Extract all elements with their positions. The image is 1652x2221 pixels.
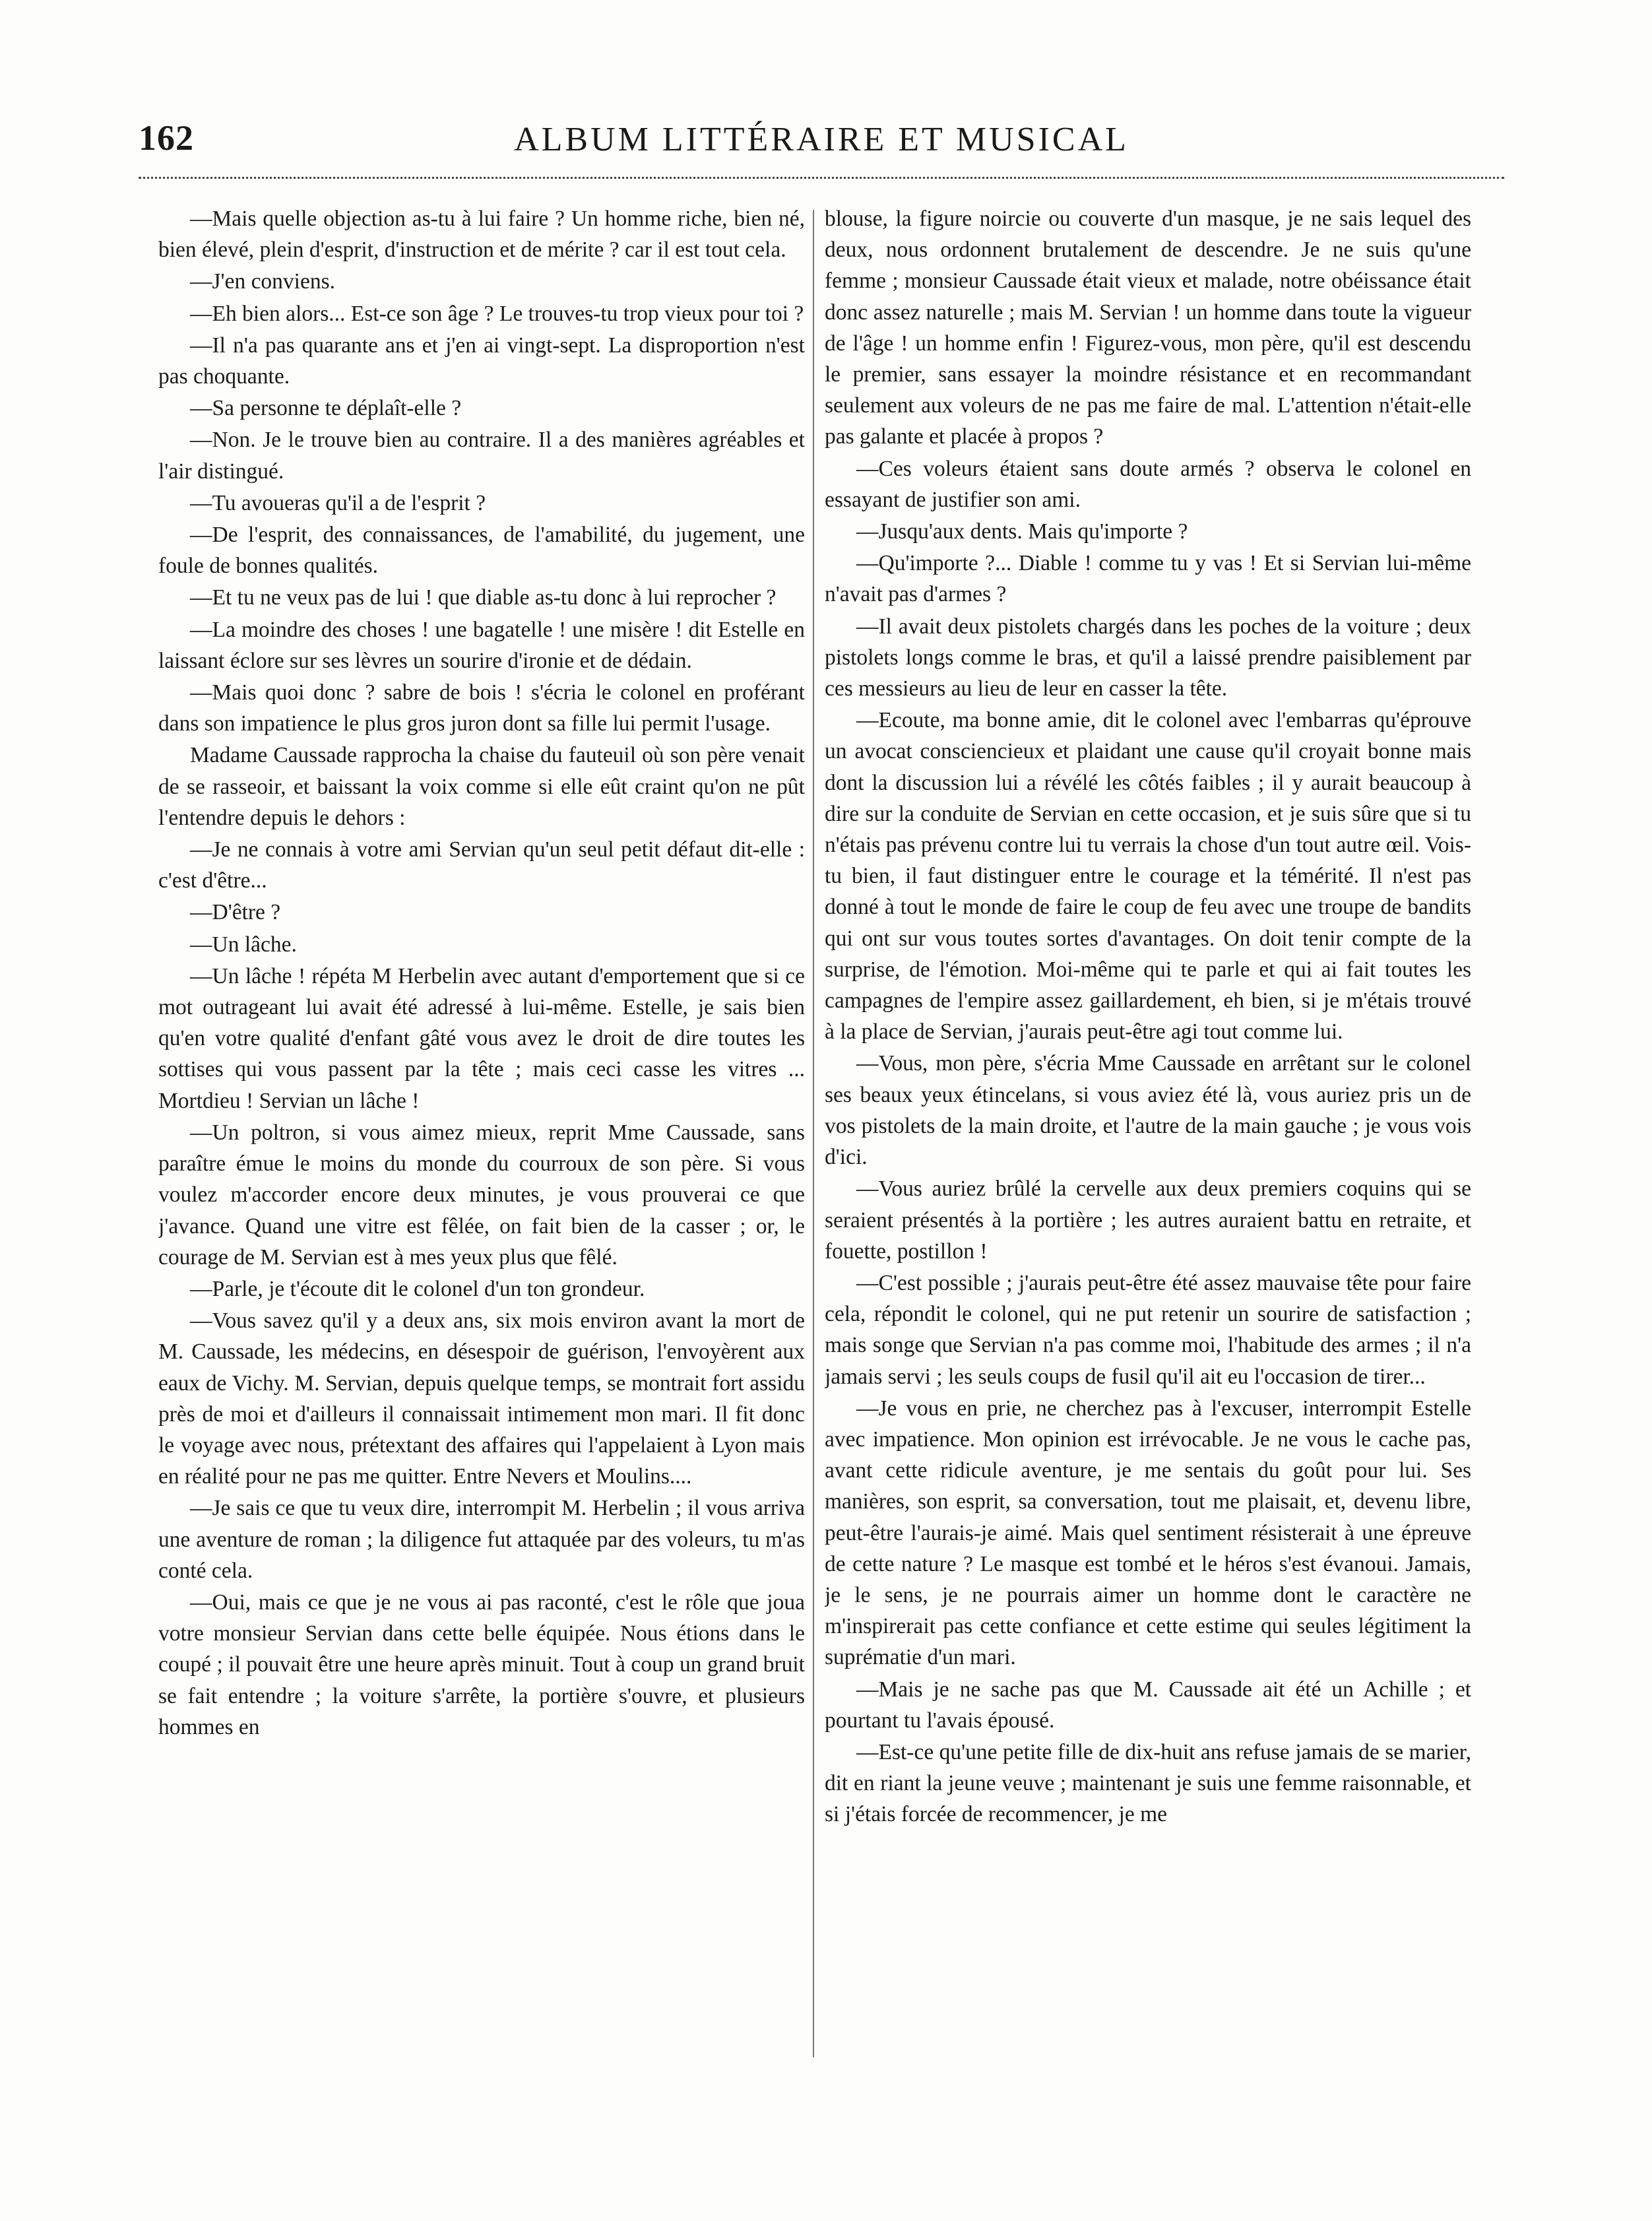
paragraph: —Ecoute, ma bonne amie, dit le colonel avec l'embarras qu'éprouve un avocat consciencieux et plaidant une cause qu'il croyait bonne mais dont la discussion lui a révélé les côtés faibles ; il y aurait beaucoup à dire sur la conduite de Servian en cette occasion, et je suis sûre que si tu n'étais pas prévenu contre lui tu verrais la chose d'un tout autre œil. Vois-tu bien, il faut distinguer entre le courage et la témérité. Il n'est pas donné à tout le monde de faire le coup de feu avec une troupe de bandits qui ont sur vous toutes sortes d'avantages. On doit tenir compte de la surprise, de l'émotion. Moi-même qui te parle et qui ai fait toutes les campagnes de l'empire assez gaillardement, eh bien, si je m'étais trouvé à la place de Servian, j'aurais peut-être agi tout comme lui. — [825, 708, 1471, 1045]
paragraph: —Et tu ne veux pas de lui ! que diable as-tu donc à lui reprocher ? — [190, 585, 777, 610]
running-title: ALBUM LITTÉRAIRE ET MUSICAL — [514, 121, 1129, 158]
paragraph-continued: blouse, la figure noircie ou couverte d'un masque, je ne sais lequel des deux, nous ordonnent brutalement de descendre. Je ne suis qu'une femme ; monsieur Caussade était vieux et malade, notre obéissance était donc assez naturelle ; mais M. Servian ! un homme dans toute la vigueur de l'âge ! un homme enfin ! Figurez-vous, mon père, qu'il est descendu le premier, sans essayer la moindre résistance et en recommandant seulement aux voleurs de ne pas me faire de mal. L'attention n'était-elle pas galante et placée à propos ? — [825, 207, 1471, 449]
paragraph: —Qu'importe ?... Diable ! comme tu y vas ! Et si Servian lui-même n'avait pas d'armes ? — [825, 551, 1471, 607]
paragraph: —Vous auriez brûlé la cervelle aux deux premiers coquins qui se seraient présentés à la portière ; les autres auraient battu en retraite, et fouette, postillon ! — [825, 1176, 1471, 1264]
paragraph: —Je vous en prie, ne cherchez pas à l'excuser, interrompit Estelle avec impatience. Mon opinion est irrévocable. Je ne vous le cache pas, avant cette ridicule aventure, je me sentais du goût pour lui. Ses manières, son esprit, sa conversation, tout me plaisait, et, devenu libre, peut-être l'aurais-je aimé. Mais quel sentiment résisterait à une épreuve de cette nature ? Le masque est tombé et le héros s'est évanoui. Jamais, je le sens, je ne pourrais aimer un homme dont le caractère ne m'inspirerait pas cette confiance et cette estime qui seules légitiment la suprématie d'un mari. — [825, 1396, 1471, 1670]
paragraph: —Vous savez qu'il y a deux ans, six mois environ avant la mort de M. Caussade, les médecins, en désespoir de guérison, l'envoyèrent aux eaux de Vichy. M. Servian, depuis quelque temps, se montrait fort assidu près de moi et d'ailleurs il connaissait intimement mon mari. Il fit donc le voyage avec nous, prétextant des affaires qui l'appelaient à Lyon mais en réalité pour ne pas me quitter. Entre Nevers et Moulins.... — [158, 1308, 805, 1489]
paragraph: —Mais quelle objection as-tu à lui faire ? Un homme riche, bien né, bien élevé, plein d'esprit, d'instruction et de mérite ? car il est tout cela. — [158, 207, 805, 263]
paragraph: —De l'esprit, des connaissances, de l'amabilité, du jugement, une foule de bonnes qualités. — [158, 523, 805, 579]
right-column — [825, 203, 1471, 2057]
paragraph: —Oui, mais ce que je ne vous ai pas raconté, c'est le rôle que joua votre monsieur Servian dans cette belle équipée. Nous étions dans le coupé ; il pouvait être une heure après minuit. Tout à coup un grand bruit se fait entendre ; la voiture s'arrête, la portière s'ouvre, et plusieurs hommes en — [158, 1590, 805, 1739]
paragraph: —Il n'a pas quarante ans et j'en ai vingt-sept. La disproportion n'est pas choquante. — [158, 333, 805, 389]
paragraph: —Sa personne te déplaît-elle ? — [190, 396, 462, 421]
paragraph: —Je sais ce que tu veux dire, interrompit M. Herbelin ; il vous arriva une aventure de roman ; la diligence fut attaquée par des voleurs, tu m'as conté cela. — [158, 1496, 805, 1583]
paragraph: —Parle, je t'écoute dit le colonel d'un ton grondeur. — [190, 1276, 645, 1301]
paragraph: —Un lâche ! répéta M Herbelin avec autant d'emportement que si ce mot outrageant lui avait été adressé à lui-même. Estelle, je sais bien qu'en votre qualité d'enfant gâté vous avez le droit de dire toutes les sottises qui vous passent par la tête ; mais ceci casse les vitres ... Mortdieu ! Servian un lâche ! — [158, 963, 805, 1113]
paragraph: —Mais je ne sache pas que M. Caussade ait été un Achille ; et pourtant tu l'avais épousé. — [825, 1677, 1471, 1733]
paragraph: —D'être ? — [190, 900, 281, 925]
paragraph: —Mais quoi donc ? sabre de bois ! s'écria le colonel en proférant dans son impatience le plus gros juron dont sa fille lui permit l'usage. — [158, 680, 805, 736]
paragraph: —Il avait deux pistolets chargés dans les poches de la voiture ; deux pistolets longs comme le bras, et qu'il a laissé prendre paisiblement par ces messieurs au lieu de leur en casser la tête. — [825, 614, 1471, 701]
paragraph: —Non. Je le trouve bien au contraire. Il a des manières agréables et l'air distingué. — [158, 428, 805, 484]
paragraph: —La moindre des choses ! une bagatelle ! une misère ! dit Estelle en laissant éclore sur ses lèvres un sourire d'ironie et de dédain. — [158, 617, 805, 673]
paragraph: —Eh bien alors... Est-ce son âge ? Le trouves-tu trop vieux pour toi ? — [190, 301, 804, 326]
paragraph: —C'est possible ; j'aurais peut-être été assez mauvaise tête pour faire cela, répondit le colonel, qui ne put retenir un sourire de satisfaction ; mais songe que Servian n'a pas comme moi, l'habitude des armes ; il n'a jamais servi ; les seuls coups de fusil qu'il ait eu l'occasion de tirer... — [825, 1270, 1471, 1389]
paragraph: —Tu avoueras qu'il a de l'esprit ? — [190, 490, 486, 515]
paragraph: —Un poltron, si vous aimez mieux, reprit Mme Caussade, sans paraître émue le moins du monde du courroux de son père. Si vous voulez m'accorder encore deux minutes, je vous prouverai ce que j'avance. Quand une vitre est fêlée, on fait bien de la casser ; or, le courage de M. Servian est à mes yeux plus que fêlé. — [158, 1120, 805, 1270]
paragraph: —Vous, mon père, s'écria Mme Caussade en arrêtant sur le colonel ses beaux yeux étincelans, si vous aviez été là, vous auriez pris un de vos pistolets de la main droite, et l'autre de la main gauche ; je vous vois d'ici. — [825, 1051, 1471, 1170]
column-divider — [813, 210, 814, 2057]
paragraph: —Jusqu'aux dents. Mais qu'importe ? — [856, 519, 1188, 544]
left-column — [158, 203, 805, 2057]
paragraph: —J'en conviens. — [190, 269, 336, 294]
header-rule — [139, 177, 1504, 179]
paragraph: —Je ne connais à votre ami Servian qu'un seul petit défaut dit-elle : c'est d'être... — [158, 837, 805, 893]
paragraph: Madame Caussade rapprocha la chaise du fauteuil où son père venait de se rasseoir, et baissant la voix comme si elle eût craint qu'on ne pût l'entendre depuis le dehors : — [158, 743, 805, 830]
page-header — [139, 117, 1504, 170]
paragraph: —Est-ce qu'une petite fille de dix-huit ans refuse jamais de se marier, dit en riant la jeune veuve ; maintenant je suis une femme raisonnable, et si j'étais forcée de recommencer, je me — [825, 1739, 1471, 1827]
paragraph: —Ces voleurs étaient sans doute armés ? observa le colonel en essayant de justifier son ami. — [825, 456, 1471, 512]
page-number: 162 — [139, 118, 194, 158]
paragraph: —Un lâche. — [190, 932, 297, 957]
